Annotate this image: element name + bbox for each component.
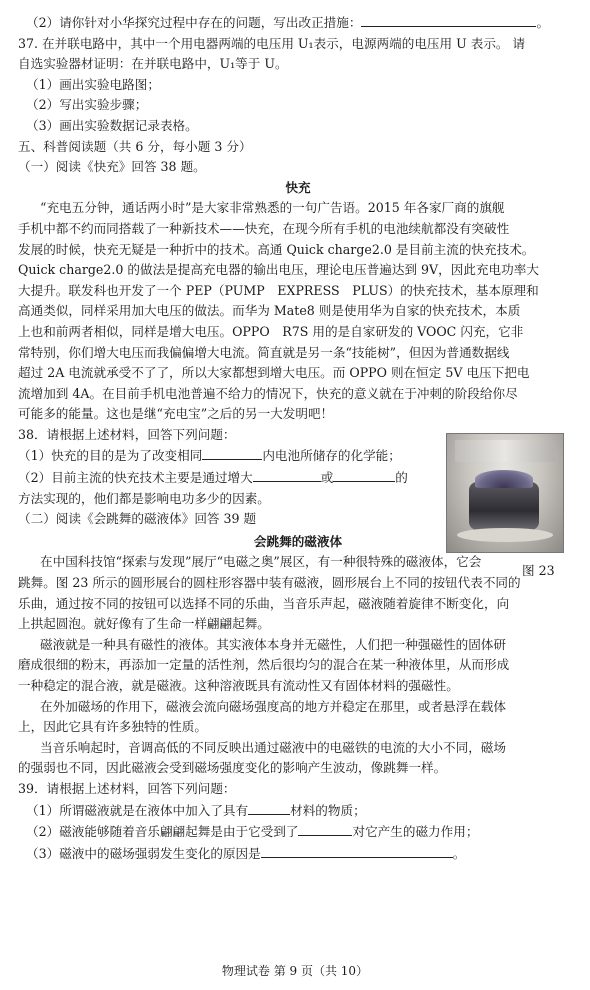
article-line: 常特别，你们增大电压而我偏偏增大电流。简直就是另一条“技能树”，但因为普通数据线 [18, 344, 510, 360]
exhibit-backdrop [455, 440, 555, 462]
article-line: 可能多的能量。这也是继“充电宝”之后的另一大发明吧！ [18, 406, 334, 422]
article-line: 超过 2A 电流就承受不了了，所以大家都想到增大电压。而 OPPO 则在恒定 5V 电压下把电 [18, 365, 530, 381]
question-37-line2: 自选实验器材证明：在并联电路中，U₁等于 U。 [18, 56, 288, 72]
answer-blank[interactable] [333, 467, 395, 482]
reading-1-intro: （一）阅读《快充》回答 38 题。 [18, 159, 206, 175]
article-line: 上拱起圆泡。就好像有了生命一样翩翩起舞。 [18, 616, 270, 632]
question-37-line1: 37. 在并联电路中，其中一个用电器两端的电压用 U₁表示，电源两端的电压用 U 表示。 请 [18, 35, 526, 51]
question-37-item: （2）写出实验步骤； [26, 97, 148, 113]
question-36-2: （2）请你针对小华探究过程中存在的问题，写出改正措施： 。 [18, 12, 578, 34]
question-38-stem: 38．请根据上述材料，回答下列问题： [18, 426, 236, 442]
article-line: 跳舞。图 23 所示的圆形展台的圆柱形容器中装有磁液，圆形展台上不同的按钮代表不同的 [18, 575, 521, 591]
article-line: 高通类似，同样采用加大电压的做法。而华为 Mate8 则是使用华为自家的快充技术，本质 [18, 303, 521, 319]
article-line: 一种稳定的混合液，就是磁液。这种溶液既具有流动性又有固体材料的强磁性。 [18, 678, 459, 693]
question-39-3: （3）磁液中的磁场强弱发生变化的原因是 。 [18, 843, 578, 865]
answer-blank[interactable] [261, 843, 453, 858]
article-line: 乐曲，通过按不同的按钮可以选择不同的乐曲，当音乐声起，磁液随着旋律不断变化，向 [18, 595, 510, 611]
question-38-2: （2）目前主流的快充技术主要是通过增大 或 的 [18, 467, 578, 489]
section-5-heading: 五、科普阅读题（共 6 分，每小题 3 分） [18, 138, 252, 154]
article-line: 的强弱也不同，因此磁液会受到磁场强度变化的影响产生波动，像跳舞一样。 [18, 760, 447, 776]
answer-blank[interactable] [253, 467, 321, 482]
article-line: 上，因此它具有许多独特的性质。 [18, 719, 207, 735]
article-line: 流增加到 4A。在目前手机电池普遍不给力的情况下，快充的意义就在于冲刺的阶段给你尽 [18, 385, 518, 401]
article-line: 当音乐响起时，音调高低的不同反映出通过磁液中的电磁铁的电流的大小不同，磁场 [40, 739, 506, 755]
answer-blank[interactable] [361, 12, 536, 27]
answer-blank[interactable] [202, 445, 262, 460]
question-39-1: （1）所谓磁液就是在液体中加入了具有 材料的物质； [18, 800, 578, 822]
article-line: 磨成很细的粉末，再添加一定量的活性剂，然后很均匀的混合在某一种液体里，从而形成 [18, 657, 510, 673]
article-line: 在中国科技馆“探索与发现”展厅“电磁之奥”展区，有一种很特殊的磁液体，它会 [40, 554, 482, 570]
article-line: 手机中都不约而同搭载了一种新技术——快充，在现今所有手机的电池续航都没有突破性 [18, 220, 510, 236]
question-38-2-cont: 方法实现的，他们都是影响电功多少的因素。 [18, 490, 270, 506]
figure-caption: 图 23 [522, 563, 555, 578]
question-39-2: （2）磁液能够随着音乐翩翩起舞是由于它受到了 对它产生的磁力作用； [18, 821, 578, 843]
article-line: 上也和前两者相似，同样是增大电压。OPPO R7S 用的是自家研发的 VOOC 闪充，它非 [18, 323, 524, 339]
article-line: Quick charge2.0 的做法是提高充电器的输出电压，理论电压普遍达到 9V，因此充电功率大 [18, 262, 539, 278]
article-1-title: 快充 [285, 179, 311, 195]
question-39-stem: 39．请根据上述材料，回答下列问题： [18, 780, 236, 796]
ferrofluid [475, 470, 533, 488]
article-line: 在外加磁场的作用下，磁液会流向磁场强度高的地方并稳定在那里，或者悬浮在载体 [40, 698, 506, 714]
article-line: 大提升。联发科也开发了一个 PEP（PUMP EXPRESS PLUS）的快充技术，基本原理和 [18, 282, 539, 298]
article-1-body [18, 198, 578, 425]
page-footer: 物理试卷 第 9 页（共 10） [221, 964, 369, 978]
ferrofluid-container [469, 482, 539, 530]
article-2-body [18, 552, 578, 779]
article-2-title: 会跳舞的磁液体 [253, 533, 343, 549]
reading-2-intro: （二）阅读《会跳舞的磁液体》回答 39 题 [18, 511, 257, 527]
article-line: 磁液就是一种具有磁性的液体。其实液体本身并无磁性，人们把一种强磁性的固体研 [40, 636, 506, 652]
exhibit-base [457, 528, 553, 542]
question-38-1: （1）快充的目的是为了改变相同 内电池所储存的化学能； [18, 445, 578, 467]
question-37-item: （3）画出实验数据记录表格。 [26, 117, 198, 133]
answer-blank[interactable] [298, 821, 352, 836]
article-line: 发展的时候，快充无疑是一种折中的技术。高通 Quick charge2.0 是目前主流的快充技术。 [18, 241, 535, 257]
figure-23-photo [446, 433, 564, 553]
answer-blank[interactable] [248, 800, 290, 815]
question-37-item: （1）画出实验电路图； [26, 76, 160, 92]
article-line: “充电五分钟，通话两小时”是大家非常熟悉的一句广告语。2015 年各家厂商的旗舰 [40, 200, 505, 216]
